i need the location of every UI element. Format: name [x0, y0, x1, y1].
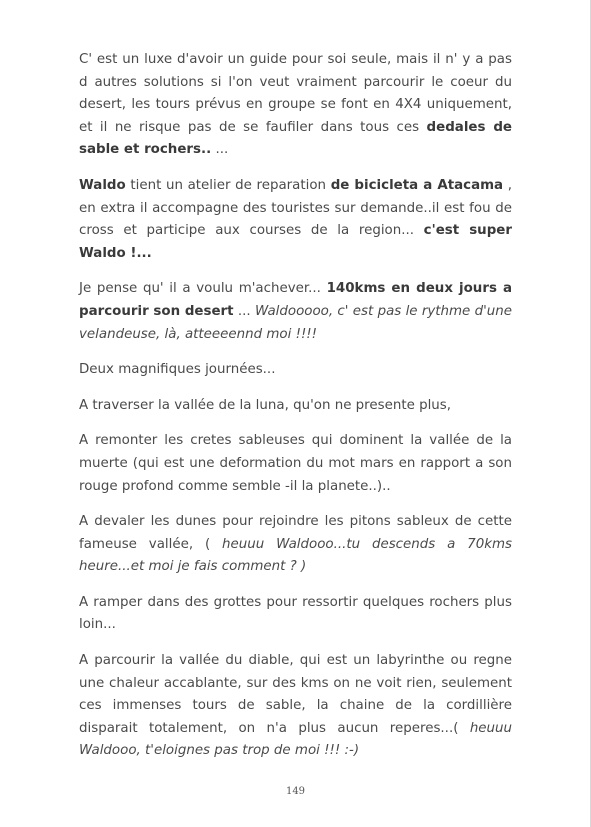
text-run: A parcourir la vallée du diable, qui est un labyrinthe ou regne une chaleur accablante, sur des kms on ne voit rien, seulement ces immenses tours de sable, la chaine de la cordillière disparait totalement, on n'a plus aucun reperes...(: [79, 653, 512, 736]
bold-run: de bicicleta a Atacama: [330, 177, 504, 193]
page-number: 149: [285, 786, 306, 797]
text-run: Je pense qu' il a voulu m'achever...: [79, 281, 327, 297]
bold-run: dedales de sable et rochers..: [79, 119, 512, 158]
italic-run: heuuu Waldooo...tu descends a 70kms heure...et moi je fais comment ? ): [79, 536, 512, 575]
bold-run: Waldo: [79, 177, 126, 193]
text-run: tient un atelier de reparation: [125, 177, 331, 193]
paragraph-1: [79, 49, 512, 162]
text-run: A remonter les cretes sableuses qui dominent la vallée de la muerte (qui est une deformation du mot mars en rapport a son rouge profond comme semble -il la planete..)..: [79, 433, 512, 494]
paragraph-6: [79, 430, 512, 498]
text-run: ...: [211, 142, 229, 158]
paragraph-3: [79, 278, 512, 346]
text-run: A traverser la vallée de la luna, qu'on ne presente plus,: [79, 397, 452, 413]
text-run: A ramper dans des grottes pour ressortir quelques rochers plus loin...: [79, 594, 512, 633]
paragraph-7: [79, 511, 512, 579]
text-run: C' est un luxe d'avoir un guide pour soi seule, mais il n' y a pas d autres solutions si l'on veut vraiment parcourir le coeur du desert, les tours prévus en groupe se font en 4X4 uniquement, et il ne risque pas de se faufiler dans tous ces: [79, 52, 512, 135]
text-run: Deux magnifiques journées...: [79, 362, 276, 378]
text-run: ...: [233, 303, 255, 319]
paragraph-9: [79, 650, 512, 763]
bold-run: 140kms en deux jours a parcourir son desert: [79, 281, 513, 319]
paragraph-4: [79, 359, 512, 382]
italic-run: Waldooooo, c' est pas le rythme d'une velandeuse, là, atteeeennd moi !!!!: [79, 303, 512, 342]
text-run: A devaler les dunes pour rejoindre les pitons sableux de cette fameuse vallée, (: [79, 514, 512, 552]
body-text: [79, 49, 512, 776]
italic-run: heuuu Waldooo, t'eloignes pas trop de moi !!! :-): [79, 720, 512, 759]
paragraph-8: [79, 592, 512, 637]
bold-run: c'est super Waldo !...: [79, 223, 512, 261]
paragraph-5: [79, 395, 512, 418]
paragraph-2: [79, 175, 512, 265]
text-run: , en extra il accompagne des touristes sur demande..il est fou de cross et participe aux courses de la region...: [79, 177, 513, 239]
